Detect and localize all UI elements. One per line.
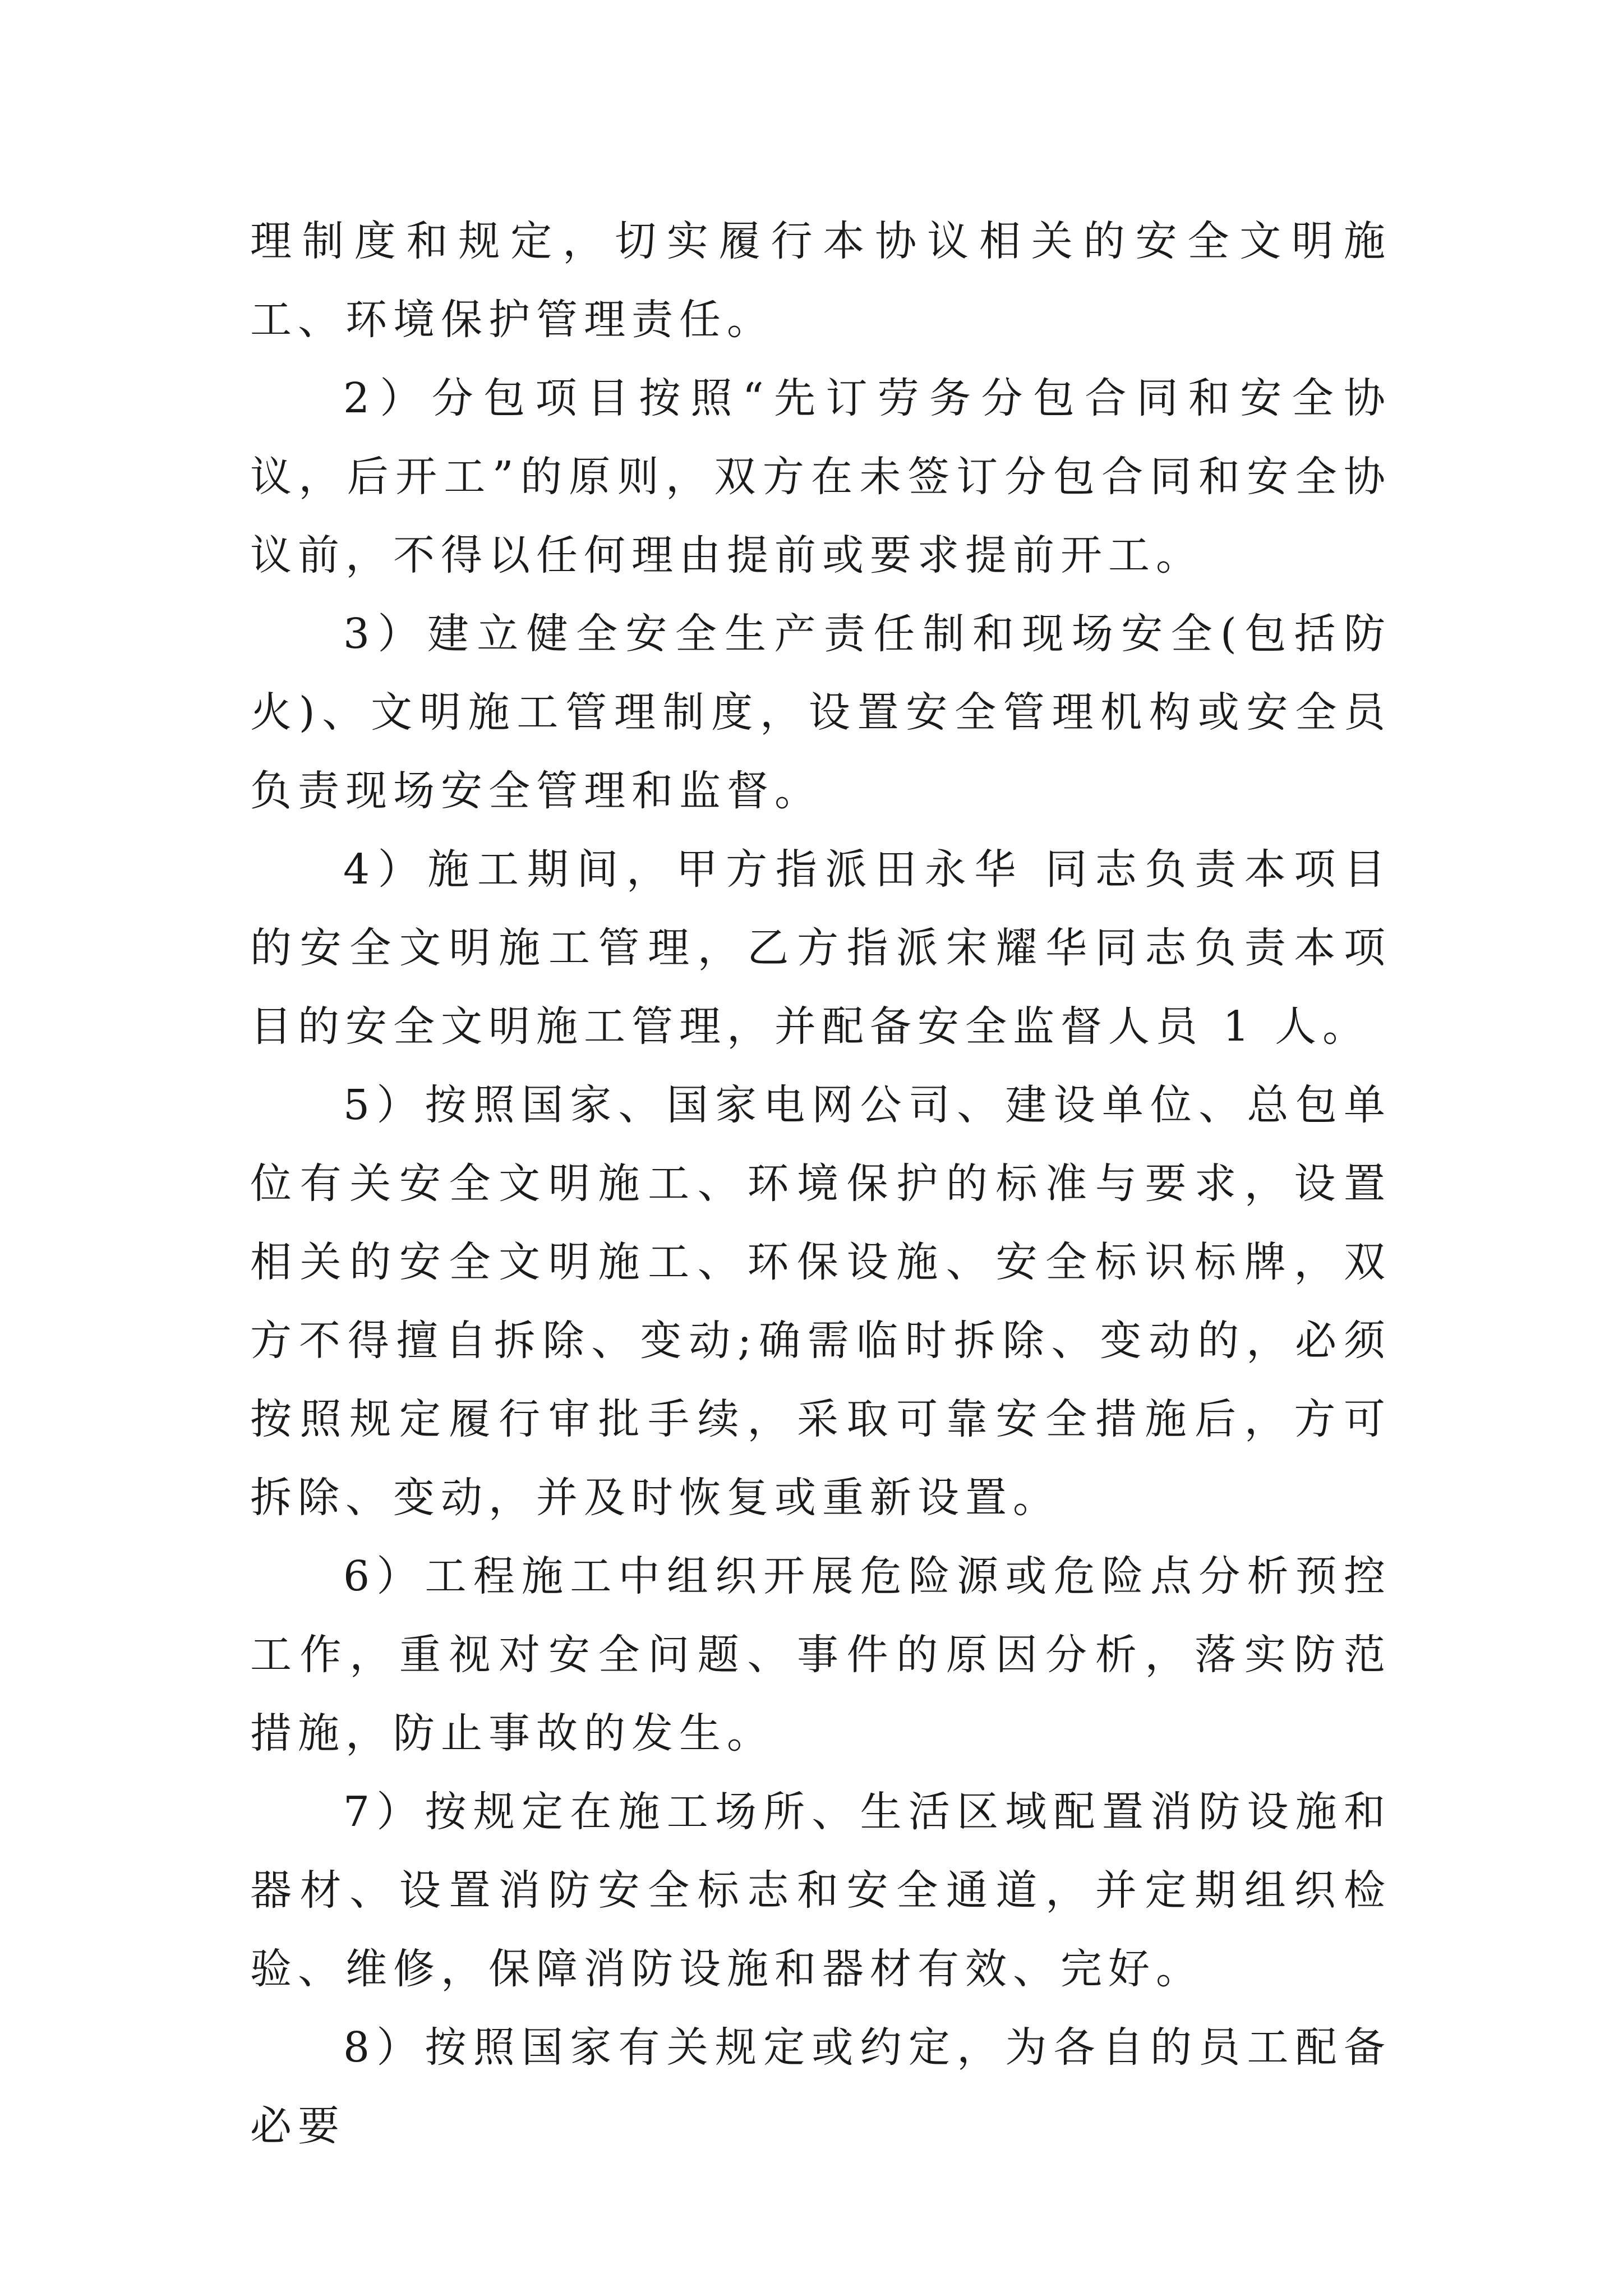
paragraph-continuation: 理制度和规定，切实履行本协议相关的安全文明施工、环境保护管理责任。 (250, 217, 1391, 344)
document-body (250, 202, 1391, 2165)
paragraph-item-8: 8）按照国家有关规定或约定，为各自的员工配备必要 (250, 2023, 1391, 2150)
paragraph-item-6: 6）工程施工中组织开展危险源或危险点分析预控工作，重视对安全问题、事件的原因分析，落实防范措施，防止事故的发生。 (250, 1552, 1391, 1757)
paragraph-item-2: 2）分包项目按照“先订劳务分包合同和安全协议，后开工”的原则，双方在未签订分包合同和安全协议前，不得以任何理由提前或要求提前开工。 (250, 374, 1391, 579)
paragraph-item-7: 7）按规定在施工场所、生活区域配置消防设施和器材、设置消防安全标志和安全通道，并定期组织检验、维修，保障消防设施和器材有效、完好。 (250, 1788, 1391, 1993)
paragraph-item-4: 4）施工期间，甲方指派田永华 同志负责本项目的安全文明施工管理，乙方指派宋耀华同志负责本项目的安全文明施工管理，并配备安全监督人员 1 人。 (250, 845, 1391, 1051)
paragraph-item-3: 3）建立健全安全生产责任制和现场安全(包括防火)、文明施工管理制度，设置安全管理机构或安全员负责现场安全管理和监督。 (250, 610, 1391, 815)
paragraph-item-5: 5）按照国家、国家电网公司、建设单位、总包单位有关安全文明施工、环境保护的标准与要求，设置相关的安全文明施工、环保设施、安全标识标牌，双方不得擅自拆除、变动;确需临时拆除、变动的，必须按照规定履行审批手续，采取可靠安全措施后，方可拆除、变动，并及时恢复或重新设置。 (250, 1081, 1391, 1522)
